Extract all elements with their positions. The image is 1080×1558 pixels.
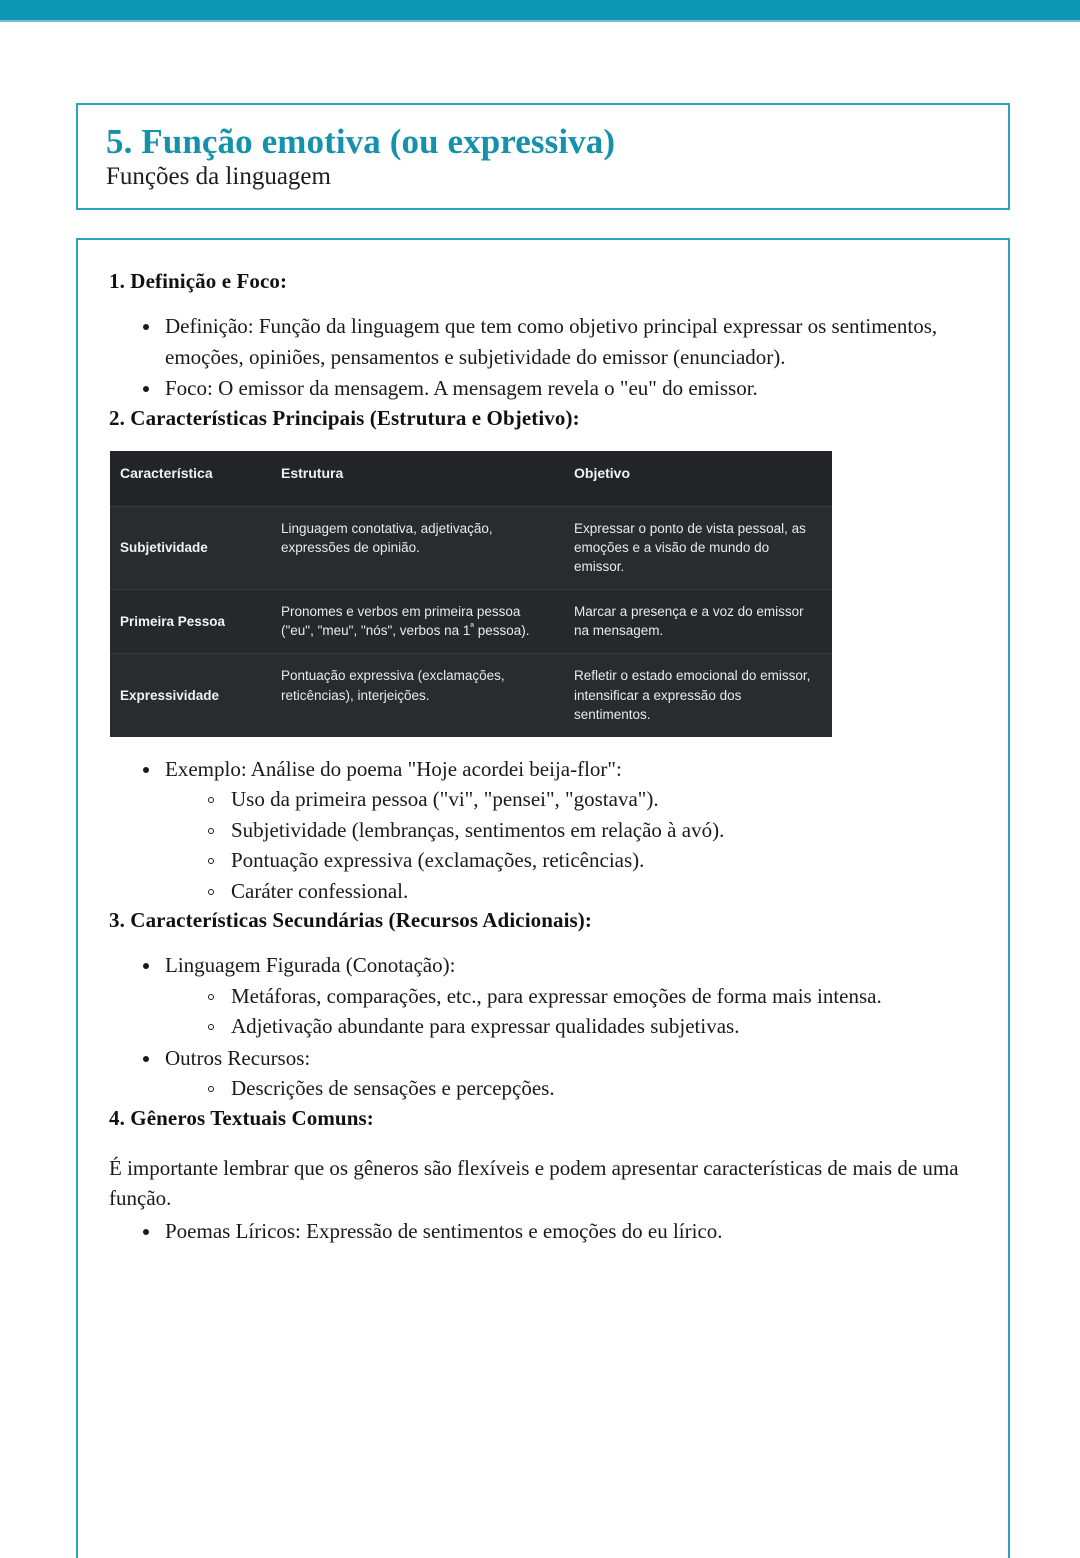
list-item	[140, 754, 978, 906]
section-heading-3: 3. Características Secundárias (Recursos Adicionais):	[109, 908, 592, 933]
table-row	[110, 506, 832, 589]
table-cell-estrutura-pre: Pronomes e verbos em primeira pessoa ("eu", "meu", "nós", verbos na 1	[281, 604, 521, 639]
content-card	[76, 238, 1010, 1558]
example-sub-bullet-list	[165, 784, 978, 906]
list-item	[140, 1216, 978, 1246]
table-cell-caracteristica: Expressividade	[120, 687, 220, 703]
table-cell-estrutura: Pontuação expressiva (exclamações, reticências), interjeições.	[281, 668, 505, 703]
table-cell-estrutura: Linguagem conotativa, adjetivação, expressões de opinião.	[281, 520, 493, 555]
list-item-text: Foco: O emissor da mensagem. A mensagem revela o "eu" do emissor.	[165, 376, 758, 401]
table-column-header-objetivo: Objetivo	[564, 451, 832, 506]
table-cell-objetivo: Expressar o ponto de vista pessoal, as emoções e a visão de mundo do emissor.	[574, 520, 806, 574]
list-item-text: Definição: Função da linguagem que tem como objetivo principal expressar os sentimentos, emoções, opiniões, pensamentos e subjetividade do emissor (enunciador).	[165, 314, 938, 369]
list-item	[140, 1043, 978, 1104]
table-column-header-estrutura: Estrutura	[271, 451, 564, 506]
example-bullet-list	[109, 754, 978, 906]
characteristics-table-wrapper	[110, 451, 811, 737]
table-head	[110, 451, 832, 506]
list-item-text: Exemplo: Análise do poema "Hoje acordei beija-flor":	[165, 756, 622, 781]
table-header-row	[110, 451, 832, 506]
section-heading-4: 4. Gêneros Textuais Comuns:	[109, 1105, 374, 1130]
list-item: Pontuação expressiva (exclamações, reticências).	[206, 845, 978, 875]
section-3-sub-bullet-list-2	[165, 1073, 978, 1103]
top-accent-band-shadow	[0, 20, 1080, 22]
characteristics-table	[110, 451, 832, 737]
list-item: Adjetivação abundante para expressar qualidades subjetivas.	[206, 1011, 978, 1041]
section-heading-1: 1. Definição e Foco:	[109, 269, 288, 293]
list-item: Caráter confessional.	[206, 876, 978, 906]
section-4-bullet-list	[109, 1216, 978, 1246]
table-row	[110, 590, 832, 654]
list-item: Subjetividade (lembranças, sentimentos em relação à avó).	[206, 815, 978, 845]
list-item-text: Linguagem Figurada (Conotação):	[165, 953, 456, 978]
page-subtitle: Funções da linguagem	[106, 163, 331, 191]
table-row	[110, 654, 832, 737]
table-cell-estrutura	[271, 590, 564, 654]
list-item: Descrições de sensações e percepções.	[206, 1073, 978, 1103]
table-cell-caracteristica: Subjetividade	[120, 539, 208, 555]
section-4-paragraph: É importante lembrar que os gêneros são flexíveis e podem apresentar características de mais de uma função.	[109, 1155, 959, 1211]
list-item	[140, 311, 978, 372]
section-3-sub-bullet-list-1	[165, 981, 978, 1042]
section-heading-2: 2. Características Principais (Estrutura e Objetivo):	[109, 405, 580, 430]
table-cell-caracteristica: Primeira Pessoa	[120, 613, 226, 629]
list-item	[140, 373, 978, 403]
ordinal-indicator: ª	[470, 621, 474, 633]
section-1-bullet-list	[109, 311, 978, 403]
list-item: Metáforas, comparações, etc., para expressar emoções de forma mais intensa.	[206, 981, 978, 1011]
table-column-header-caracteristica: Característica	[110, 451, 271, 506]
table-body	[110, 506, 832, 737]
top-accent-band	[0, 0, 1080, 20]
list-item-text: Poemas Líricos: Expressão de sentimentos e emoções do eu lírico.	[165, 1218, 723, 1243]
table-cell-estrutura-post: pessoa).	[473, 623, 530, 639]
section-3-bullet-list	[109, 950, 978, 1103]
list-item	[140, 950, 978, 1041]
table-cell-objetivo: Marcar a presença e a voz do emissor na mensagem.	[574, 604, 804, 639]
page-title: 5. Função emotiva (ou expressiva)	[106, 122, 616, 161]
list-item: Uso da primeira pessoa ("vi", "pensei", "gostava").	[206, 784, 978, 814]
list-item-text: Outros Recursos:	[165, 1045, 311, 1070]
header-card	[76, 103, 1010, 210]
table-cell-objetivo: Refletir o estado emocional do emissor, intensificar a expressão dos sentimentos.	[574, 668, 811, 722]
